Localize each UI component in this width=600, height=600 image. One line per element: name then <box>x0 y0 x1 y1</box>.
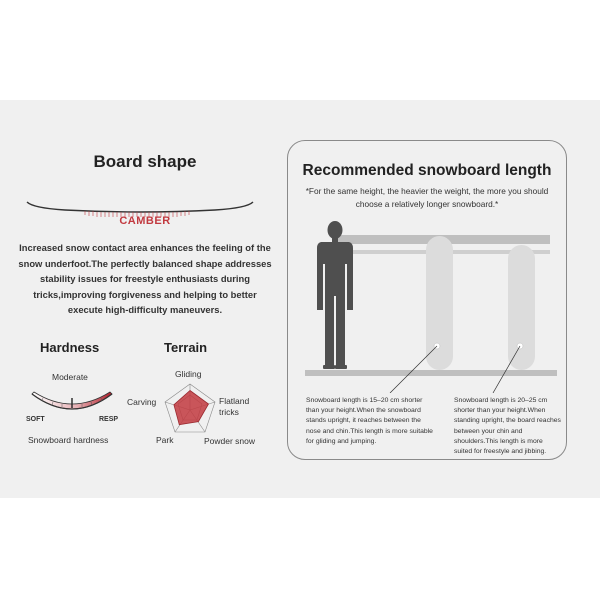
terrain-axis-carving: Carving <box>127 397 157 407</box>
board-shape-description: Increased snow contact area enhances the feeling of the snow underfoot.The perfectly balanced shape addresses stability issues for freestyle enthusiasts during tricks,improving forgiveness and helping to better execute high-difficulty maneuvers. <box>18 242 272 315</box>
recommended-length-title: Recommended snowboard length <box>302 162 552 179</box>
snowboard-long-icon <box>508 245 535 370</box>
terrain-radar-area <box>174 391 209 425</box>
camber-label: CAMBER <box>119 215 171 227</box>
hardness-max-label: RESP <box>99 416 119 423</box>
terrain-axis-powder: Powder snow <box>204 436 256 446</box>
terrain-axis-gliding: Gliding <box>175 369 202 379</box>
info-length-short: Snowboard length is 15–20 cm shorter than your height.When the snowboard stands upright, it reaches between the nose and chin.This length is more suitable for gliding and jumping. <box>306 397 433 445</box>
hardness-min-label: SOFT <box>26 416 45 423</box>
snowboard-short-icon <box>426 236 453 370</box>
terrain-axis-park: Park <box>156 435 174 445</box>
hardness-title: Hardness <box>40 340 100 355</box>
hardness-level-label: Moderate <box>52 372 88 382</box>
height-comparison-illustration <box>295 218 560 393</box>
info-length-long: Snowboard length is 20–25 cm shorter than your height.When standing upright, the board reaches between your chin and shoulders.This length is more suited for freestyle and jibbing. <box>454 397 561 456</box>
board-shape-title: Board shape <box>93 152 197 171</box>
terrain-axis-flatland-2: tricks <box>219 407 239 417</box>
hardness-caption: Snowboard hardness <box>28 435 109 445</box>
ground-bar <box>305 370 557 376</box>
person-silhouette-icon <box>317 221 353 369</box>
terrain-radar-chart <box>160 380 220 438</box>
terrain-axis-flatland-1: Flatland <box>219 396 250 406</box>
recommended-length-note: *For the same height, the heavier the weight, the more you should choose a relatively longer snowboard.* <box>305 186 549 209</box>
terrain-title: Terrain <box>164 340 208 355</box>
